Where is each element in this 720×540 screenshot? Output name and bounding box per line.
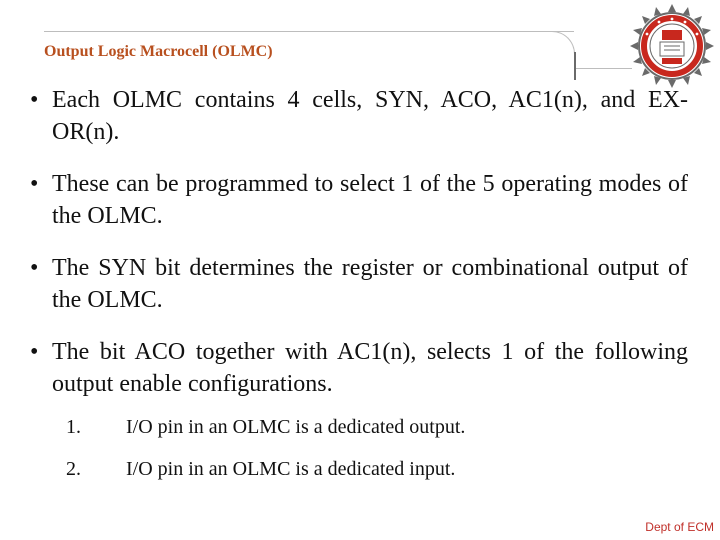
slide-title: Output Logic Macrocell (OLMC): [44, 43, 273, 60]
title-rule-right: [576, 68, 632, 69]
bullet-text: These can be programmed to select 1 of the 5 operating modes of the OLMC.: [52, 171, 688, 229]
bullet-dot: •: [30, 171, 39, 197]
bullet-text: Each OLMC contains 4 cells, SYN, ACO, AC1(n), and EX-OR(n).: [52, 87, 688, 145]
bullet-dot: •: [30, 255, 39, 281]
bullet-text: The bit ACO together with AC1(n), selects 1 of the following output enable configurations.: [52, 339, 688, 397]
footer-department: Dept of ECM: [645, 520, 714, 534]
bullet-item: [30, 168, 688, 232]
item-number: 2.: [66, 458, 81, 480]
bullet-list: [30, 84, 688, 420]
title-rule-vertical: [574, 52, 576, 80]
title-rule-horizontal: [44, 31, 574, 32]
bullet-item: [30, 252, 688, 316]
bullet-text: The SYN bit determines the register or combinational output of the OLMC.: [52, 255, 688, 313]
bullet-item: [30, 336, 688, 400]
item-number: 1.: [66, 416, 81, 438]
bullet-dot: •: [30, 87, 39, 113]
item-text: I/O pin in an OLMC is a dedicated output.: [126, 416, 466, 438]
item-text: I/O pin in an OLMC is a dedicated input.: [126, 458, 456, 480]
bullet-item: [30, 84, 688, 148]
university-emblem-icon: [630, 4, 714, 88]
title-rule-curve: [548, 31, 575, 54]
bullet-dot: •: [30, 339, 39, 365]
